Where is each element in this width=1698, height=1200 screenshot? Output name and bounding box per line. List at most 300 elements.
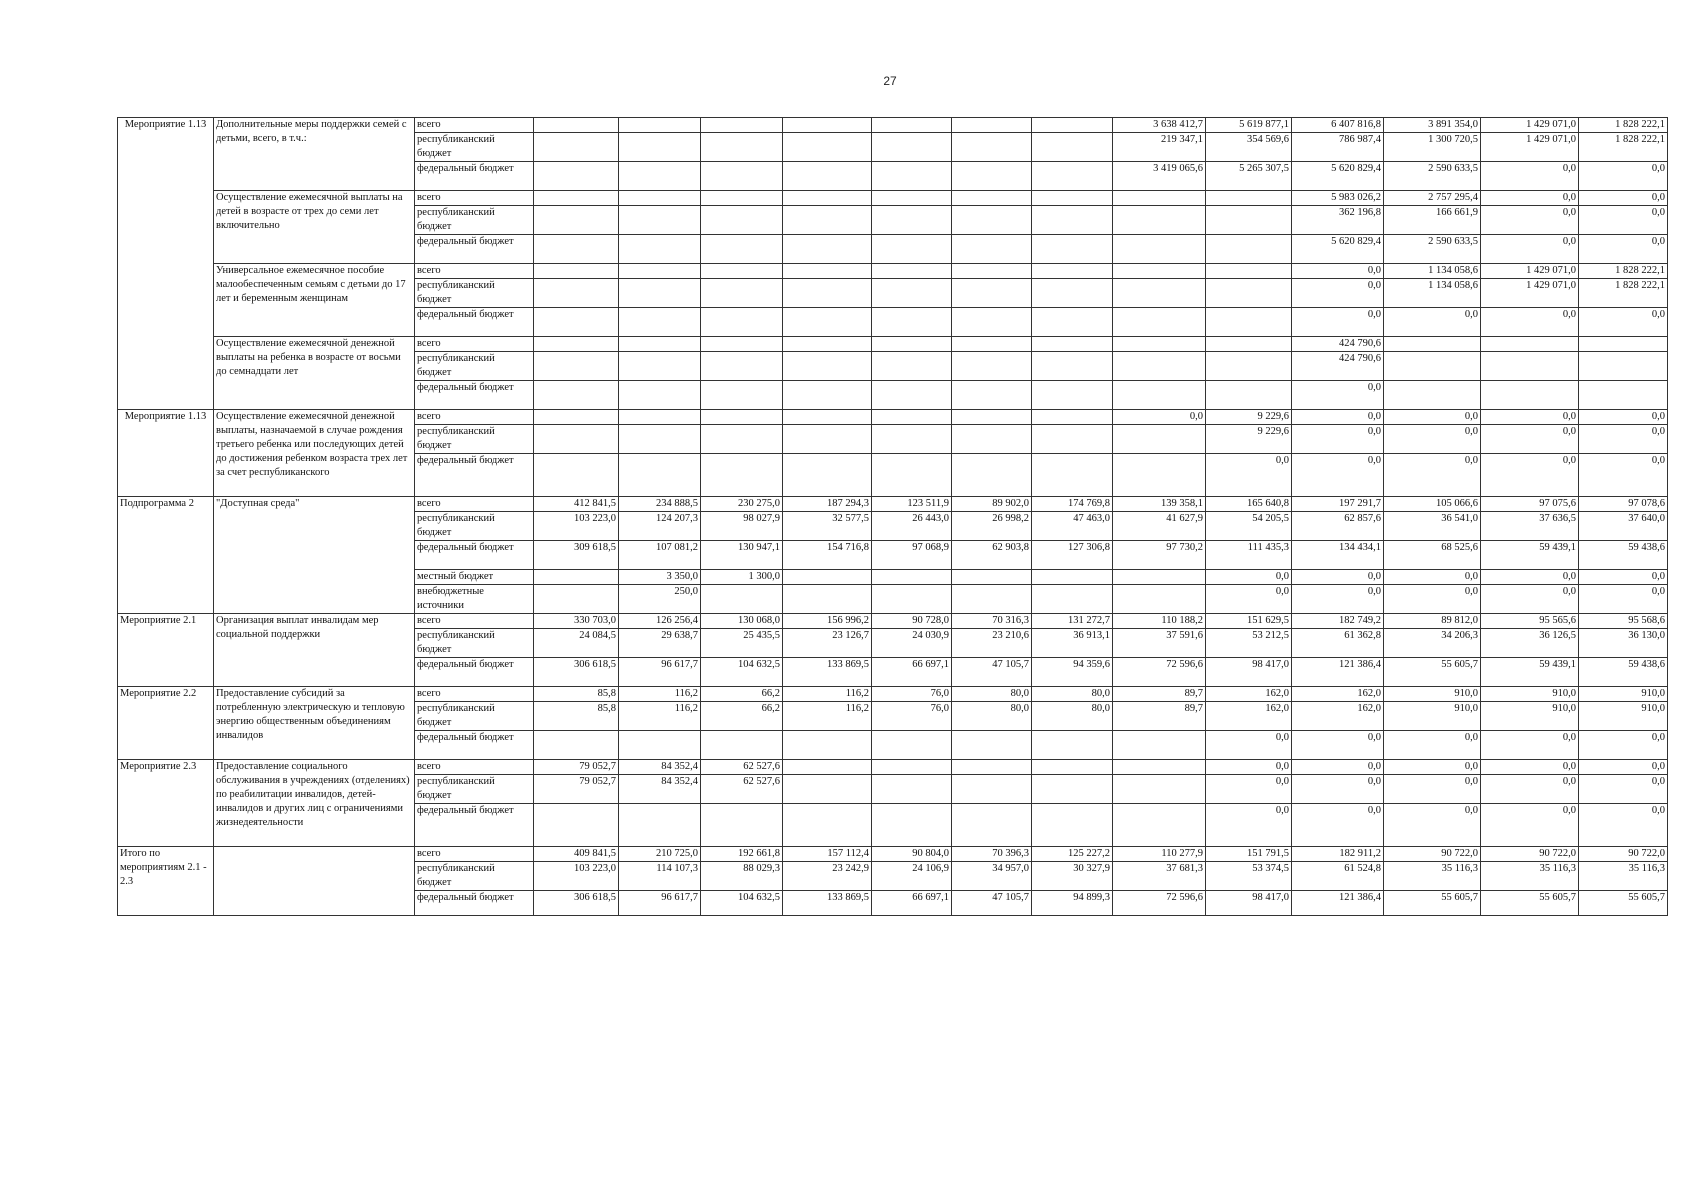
amount-cell: 1 134 058,6 bbox=[1384, 264, 1481, 279]
amount-cell: 70 396,3 bbox=[952, 847, 1032, 862]
amount-cell: 41 627,9 bbox=[1113, 512, 1206, 541]
amount-cell: 0,0 bbox=[1113, 410, 1206, 425]
amount-cell bbox=[783, 279, 872, 308]
amount-cell bbox=[1032, 279, 1113, 308]
amount-cell bbox=[534, 352, 619, 381]
table-row bbox=[118, 614, 1668, 629]
amount-cell: 36 541,0 bbox=[1384, 512, 1481, 541]
funding-source-cell: всего bbox=[415, 337, 534, 352]
amount-cell bbox=[952, 352, 1032, 381]
amount-cell bbox=[619, 381, 701, 410]
amount-cell bbox=[1579, 381, 1668, 410]
funding-source-cell: республиканский бюджет bbox=[415, 206, 534, 235]
amount-cell: 0,0 bbox=[1481, 585, 1579, 614]
amount-cell bbox=[1113, 308, 1206, 337]
amount-cell bbox=[1113, 381, 1206, 410]
amount-cell: 90 728,0 bbox=[872, 614, 952, 629]
amount-cell: 2 590 633,5 bbox=[1384, 162, 1481, 191]
amount-cell bbox=[701, 206, 783, 235]
amount-cell bbox=[1032, 337, 1113, 352]
amount-cell: 72 596,6 bbox=[1113, 658, 1206, 687]
amount-cell bbox=[872, 118, 952, 133]
amount-cell: 5 619 877,1 bbox=[1206, 118, 1292, 133]
amount-cell bbox=[534, 410, 619, 425]
amount-cell: 55 605,7 bbox=[1579, 891, 1668, 916]
amount-cell: 47 105,7 bbox=[952, 891, 1032, 916]
amount-cell bbox=[952, 235, 1032, 264]
funding-source-cell: всего bbox=[415, 614, 534, 629]
amount-cell bbox=[872, 308, 952, 337]
amount-cell: 354 569,6 bbox=[1206, 133, 1292, 162]
amount-cell bbox=[701, 381, 783, 410]
measure-name-cell bbox=[214, 847, 415, 916]
amount-cell bbox=[872, 264, 952, 279]
amount-cell: 0,0 bbox=[1384, 731, 1481, 760]
amount-cell: 88 029,3 bbox=[701, 862, 783, 891]
amount-cell bbox=[1384, 337, 1481, 352]
amount-cell bbox=[783, 731, 872, 760]
amount-cell bbox=[1032, 118, 1113, 133]
amount-cell bbox=[1032, 760, 1113, 775]
amount-cell: 182 749,2 bbox=[1292, 614, 1384, 629]
amount-cell bbox=[783, 804, 872, 847]
table-row bbox=[118, 191, 1668, 206]
amount-cell bbox=[783, 118, 872, 133]
amount-cell: 103 223,0 bbox=[534, 512, 619, 541]
amount-cell bbox=[952, 760, 1032, 775]
amount-cell bbox=[1032, 775, 1113, 804]
amount-cell bbox=[701, 235, 783, 264]
amount-cell: 90 804,0 bbox=[872, 847, 952, 862]
funding-source-cell: федеральный бюджет bbox=[415, 235, 534, 264]
amount-cell: 910,0 bbox=[1579, 687, 1668, 702]
amount-cell: 85,8 bbox=[534, 702, 619, 731]
amount-cell: 0,0 bbox=[1579, 775, 1668, 804]
amount-cell bbox=[872, 731, 952, 760]
amount-cell: 53 212,5 bbox=[1206, 629, 1292, 658]
amount-cell bbox=[1579, 337, 1668, 352]
amount-cell: 9 229,6 bbox=[1206, 425, 1292, 454]
amount-cell: 151 629,5 bbox=[1206, 614, 1292, 629]
amount-cell: 0,0 bbox=[1292, 731, 1384, 760]
amount-cell bbox=[1113, 570, 1206, 585]
amount-cell bbox=[701, 133, 783, 162]
amount-cell bbox=[783, 585, 872, 614]
amount-cell: 0,0 bbox=[1206, 775, 1292, 804]
amount-cell bbox=[619, 162, 701, 191]
amount-cell: 29 638,7 bbox=[619, 629, 701, 658]
amount-cell bbox=[619, 235, 701, 264]
amount-cell: 55 605,7 bbox=[1481, 891, 1579, 916]
program-code-cell: Подпрограмма 2 bbox=[118, 497, 214, 614]
amount-cell bbox=[1206, 191, 1292, 206]
page-number: 27 bbox=[883, 74, 897, 88]
amount-cell: 910,0 bbox=[1579, 702, 1668, 731]
amount-cell bbox=[701, 279, 783, 308]
amount-cell bbox=[534, 425, 619, 454]
amount-cell: 62 903,8 bbox=[952, 541, 1032, 570]
amount-cell: 35 116,3 bbox=[1384, 862, 1481, 891]
amount-cell: 162,0 bbox=[1292, 702, 1384, 731]
funding-source-cell: всего bbox=[415, 687, 534, 702]
amount-cell: 80,0 bbox=[1032, 702, 1113, 731]
amount-cell bbox=[534, 206, 619, 235]
funding-source-cell: всего bbox=[415, 760, 534, 775]
amount-cell: 116,2 bbox=[619, 687, 701, 702]
funding-source-cell: федеральный бюджет bbox=[415, 541, 534, 570]
amount-cell: 35 116,3 bbox=[1481, 862, 1579, 891]
amount-cell bbox=[1032, 162, 1113, 191]
amount-cell: 0,0 bbox=[1579, 570, 1668, 585]
amount-cell: 131 272,7 bbox=[1032, 614, 1113, 629]
amount-cell bbox=[701, 410, 783, 425]
funding-source-cell: местный бюджет bbox=[415, 570, 534, 585]
amount-cell bbox=[619, 206, 701, 235]
amount-cell: 1 300,0 bbox=[701, 570, 783, 585]
amount-cell bbox=[534, 585, 619, 614]
amount-cell: 1 828 222,1 bbox=[1579, 279, 1668, 308]
amount-cell: 162,0 bbox=[1292, 687, 1384, 702]
amount-cell: 96 617,7 bbox=[619, 891, 701, 916]
amount-cell bbox=[952, 381, 1032, 410]
amount-cell: 0,0 bbox=[1292, 570, 1384, 585]
amount-cell: 9 229,6 bbox=[1206, 410, 1292, 425]
amount-cell bbox=[619, 264, 701, 279]
amount-cell: 0,0 bbox=[1384, 410, 1481, 425]
amount-cell: 0,0 bbox=[1384, 570, 1481, 585]
funding-source-cell: республиканский бюджет bbox=[415, 862, 534, 891]
amount-cell: 0,0 bbox=[1292, 381, 1384, 410]
amount-cell: 0,0 bbox=[1292, 410, 1384, 425]
amount-cell bbox=[952, 206, 1032, 235]
amount-cell: 89 902,0 bbox=[952, 497, 1032, 512]
amount-cell bbox=[701, 118, 783, 133]
funding-source-cell: федеральный бюджет bbox=[415, 308, 534, 337]
amount-cell bbox=[619, 410, 701, 425]
amount-cell: 0,0 bbox=[1292, 425, 1384, 454]
amount-cell bbox=[619, 279, 701, 308]
amount-cell bbox=[783, 264, 872, 279]
amount-cell: 62 857,6 bbox=[1292, 512, 1384, 541]
amount-cell: 234 888,5 bbox=[619, 497, 701, 512]
amount-cell bbox=[701, 191, 783, 206]
amount-cell: 0,0 bbox=[1384, 454, 1481, 497]
amount-cell: 85,8 bbox=[534, 687, 619, 702]
amount-cell: 3 350,0 bbox=[619, 570, 701, 585]
amount-cell bbox=[701, 162, 783, 191]
amount-cell: 0,0 bbox=[1206, 804, 1292, 847]
amount-cell bbox=[952, 264, 1032, 279]
amount-cell: 134 434,1 bbox=[1292, 541, 1384, 570]
amount-cell: 111 435,3 bbox=[1206, 541, 1292, 570]
amount-cell: 23 242,9 bbox=[783, 862, 872, 891]
funding-source-cell: федеральный бюджет bbox=[415, 162, 534, 191]
amount-cell bbox=[872, 410, 952, 425]
amount-cell: 0,0 bbox=[1292, 308, 1384, 337]
amount-cell bbox=[1113, 585, 1206, 614]
amount-cell: 25 435,5 bbox=[701, 629, 783, 658]
amount-cell: 0,0 bbox=[1206, 731, 1292, 760]
amount-cell: 97 075,6 bbox=[1481, 497, 1579, 512]
amount-cell: 0,0 bbox=[1579, 235, 1668, 264]
amount-cell bbox=[619, 731, 701, 760]
amount-cell: 68 525,6 bbox=[1384, 541, 1481, 570]
amount-cell bbox=[783, 133, 872, 162]
amount-cell: 0,0 bbox=[1206, 760, 1292, 775]
amount-cell: 182 911,2 bbox=[1292, 847, 1384, 862]
funding-source-cell: республиканский бюджет bbox=[415, 279, 534, 308]
amount-cell: 76,0 bbox=[872, 687, 952, 702]
amount-cell bbox=[783, 206, 872, 235]
amount-cell: 121 386,4 bbox=[1292, 658, 1384, 687]
amount-cell: 910,0 bbox=[1384, 702, 1481, 731]
amount-cell: 36 130,0 bbox=[1579, 629, 1668, 658]
amount-cell: 90 722,0 bbox=[1579, 847, 1668, 862]
amount-cell: 23 210,6 bbox=[952, 629, 1032, 658]
amount-cell bbox=[952, 804, 1032, 847]
amount-cell: 151 791,5 bbox=[1206, 847, 1292, 862]
amount-cell bbox=[952, 337, 1032, 352]
amount-cell bbox=[872, 381, 952, 410]
funding-source-cell: республиканский бюджет bbox=[415, 702, 534, 731]
amount-cell: 0,0 bbox=[1481, 235, 1579, 264]
amount-cell: 0,0 bbox=[1384, 804, 1481, 847]
amount-cell bbox=[872, 162, 952, 191]
amount-cell bbox=[783, 760, 872, 775]
amount-cell: 80,0 bbox=[1032, 687, 1113, 702]
table-row bbox=[118, 760, 1668, 775]
amount-cell bbox=[872, 775, 952, 804]
amount-cell bbox=[1113, 337, 1206, 352]
amount-cell: 107 081,2 bbox=[619, 541, 701, 570]
amount-cell: 94 359,6 bbox=[1032, 658, 1113, 687]
measure-name-cell: Универсальное ежемесячное пособие малообеспеченным семьям с детьми до 17 лет и беременным женщинам bbox=[214, 264, 415, 337]
amount-cell bbox=[619, 308, 701, 337]
amount-cell: 66,2 bbox=[701, 702, 783, 731]
amount-cell bbox=[1384, 381, 1481, 410]
amount-cell bbox=[783, 352, 872, 381]
amount-cell bbox=[872, 585, 952, 614]
amount-cell: 26 998,2 bbox=[952, 512, 1032, 541]
amount-cell bbox=[872, 279, 952, 308]
amount-cell: 3 638 412,7 bbox=[1113, 118, 1206, 133]
amount-cell bbox=[783, 410, 872, 425]
amount-cell bbox=[701, 337, 783, 352]
amount-cell bbox=[701, 352, 783, 381]
amount-cell: 1 429 071,0 bbox=[1481, 279, 1579, 308]
amount-cell bbox=[952, 162, 1032, 191]
amount-cell: 165 640,8 bbox=[1206, 497, 1292, 512]
amount-cell: 0,0 bbox=[1579, 410, 1668, 425]
amount-cell: 89,7 bbox=[1113, 702, 1206, 731]
amount-cell bbox=[534, 279, 619, 308]
amount-cell: 125 227,2 bbox=[1032, 847, 1113, 862]
amount-cell: 0,0 bbox=[1579, 162, 1668, 191]
amount-cell: 130 068,0 bbox=[701, 614, 783, 629]
amount-cell bbox=[1206, 352, 1292, 381]
amount-cell: 89,7 bbox=[1113, 687, 1206, 702]
amount-cell bbox=[1032, 235, 1113, 264]
funding-source-cell: федеральный бюджет bbox=[415, 381, 534, 410]
amount-cell: 97 068,9 bbox=[872, 541, 952, 570]
funding-source-cell: федеральный бюджет bbox=[415, 804, 534, 847]
amount-cell bbox=[1113, 191, 1206, 206]
amount-cell: 79 052,7 bbox=[534, 775, 619, 804]
amount-cell bbox=[872, 454, 952, 497]
amount-cell: 0,0 bbox=[1292, 760, 1384, 775]
amount-cell bbox=[872, 191, 952, 206]
amount-cell bbox=[619, 337, 701, 352]
amount-cell: 124 207,3 bbox=[619, 512, 701, 541]
amount-cell bbox=[1113, 454, 1206, 497]
amount-cell: 84 352,4 bbox=[619, 760, 701, 775]
amount-cell bbox=[1206, 264, 1292, 279]
funding-source-cell: республиканский бюджет bbox=[415, 512, 534, 541]
amount-cell: 6 407 816,8 bbox=[1292, 118, 1384, 133]
amount-cell: 424 790,6 bbox=[1292, 337, 1384, 352]
amount-cell: 230 275,0 bbox=[701, 497, 783, 512]
amount-cell: 26 443,0 bbox=[872, 512, 952, 541]
amount-cell bbox=[952, 118, 1032, 133]
table-row bbox=[118, 264, 1668, 279]
amount-cell: 910,0 bbox=[1384, 687, 1481, 702]
program-code-cell: Мероприятие 2.3 bbox=[118, 760, 214, 847]
funding-source-cell: внебюджетные источники bbox=[415, 585, 534, 614]
measure-name-cell: Осуществление ежемесячной денежной выплаты на ребенка в возрасте от восьми до семнадцати лет bbox=[214, 337, 415, 410]
amount-cell: 23 126,7 bbox=[783, 629, 872, 658]
amount-cell: 0,0 bbox=[1579, 454, 1668, 497]
amount-cell: 116,2 bbox=[783, 687, 872, 702]
program-code-cell: Мероприятие 1.13 bbox=[118, 118, 214, 410]
amount-cell: 0,0 bbox=[1206, 585, 1292, 614]
amount-cell: 62 527,6 bbox=[701, 775, 783, 804]
program-code-cell: Итого по мероприятиям 2.1 - 2.3 bbox=[118, 847, 214, 916]
amount-cell: 330 703,0 bbox=[534, 614, 619, 629]
amount-cell bbox=[701, 308, 783, 337]
amount-cell bbox=[1032, 425, 1113, 454]
funding-source-cell: республиканский бюджет bbox=[415, 133, 534, 162]
amount-cell: 97 078,6 bbox=[1579, 497, 1668, 512]
amount-cell bbox=[1032, 570, 1113, 585]
amount-cell bbox=[534, 264, 619, 279]
amount-cell bbox=[1032, 352, 1113, 381]
amount-cell bbox=[1206, 381, 1292, 410]
amount-cell: 133 869,5 bbox=[783, 658, 872, 687]
amount-cell: 32 577,5 bbox=[783, 512, 872, 541]
amount-cell: 80,0 bbox=[952, 702, 1032, 731]
amount-cell: 1 828 222,1 bbox=[1579, 264, 1668, 279]
amount-cell bbox=[1032, 133, 1113, 162]
amount-cell: 95 568,6 bbox=[1579, 614, 1668, 629]
amount-cell bbox=[534, 133, 619, 162]
amount-cell bbox=[952, 133, 1032, 162]
amount-cell: 98 027,9 bbox=[701, 512, 783, 541]
amount-cell bbox=[1113, 804, 1206, 847]
table-row bbox=[118, 687, 1668, 702]
amount-cell: 219 347,1 bbox=[1113, 133, 1206, 162]
table-row bbox=[118, 497, 1668, 512]
amount-cell: 126 256,4 bbox=[619, 614, 701, 629]
amount-cell: 90 722,0 bbox=[1481, 847, 1579, 862]
amount-cell: 55 605,7 bbox=[1384, 891, 1481, 916]
amount-cell: 1 828 222,1 bbox=[1579, 118, 1668, 133]
amount-cell: 139 358,1 bbox=[1113, 497, 1206, 512]
funding-source-cell: федеральный бюджет bbox=[415, 454, 534, 497]
amount-cell: 0,0 bbox=[1481, 206, 1579, 235]
amount-cell: 37 636,5 bbox=[1481, 512, 1579, 541]
amount-cell bbox=[952, 410, 1032, 425]
amount-cell: 47 463,0 bbox=[1032, 512, 1113, 541]
funding-source-cell: республиканский бюджет bbox=[415, 425, 534, 454]
amount-cell: 0,0 bbox=[1579, 191, 1668, 206]
amount-cell: 116,2 bbox=[783, 702, 872, 731]
amount-cell: 47 105,7 bbox=[952, 658, 1032, 687]
amount-cell bbox=[619, 133, 701, 162]
amount-cell: 1 134 058,6 bbox=[1384, 279, 1481, 308]
amount-cell bbox=[1032, 191, 1113, 206]
funding-source-cell: всего bbox=[415, 847, 534, 862]
amount-cell bbox=[872, 760, 952, 775]
amount-cell bbox=[952, 308, 1032, 337]
amount-cell: 162,0 bbox=[1206, 687, 1292, 702]
amount-cell: 37 640,0 bbox=[1579, 512, 1668, 541]
amount-cell bbox=[1206, 279, 1292, 308]
amount-cell: 123 511,9 bbox=[872, 497, 952, 512]
amount-cell bbox=[783, 454, 872, 497]
amount-cell bbox=[783, 162, 872, 191]
amount-cell: 0,0 bbox=[1292, 454, 1384, 497]
amount-cell: 90 722,0 bbox=[1384, 847, 1481, 862]
amount-cell: 97 730,2 bbox=[1113, 541, 1206, 570]
amount-cell: 910,0 bbox=[1481, 687, 1579, 702]
amount-cell: 162,0 bbox=[1206, 702, 1292, 731]
amount-cell: 105 066,6 bbox=[1384, 497, 1481, 512]
amount-cell bbox=[783, 381, 872, 410]
amount-cell: 34 957,0 bbox=[952, 862, 1032, 891]
table-row bbox=[118, 847, 1668, 862]
amount-cell: 0,0 bbox=[1384, 425, 1481, 454]
amount-cell bbox=[1113, 235, 1206, 264]
amount-cell bbox=[952, 775, 1032, 804]
amount-cell bbox=[952, 570, 1032, 585]
funding-source-cell: республиканский бюджет bbox=[415, 775, 534, 804]
amount-cell: 110 188,2 bbox=[1113, 614, 1206, 629]
amount-cell bbox=[1206, 337, 1292, 352]
amount-cell bbox=[783, 235, 872, 264]
amount-cell: 96 617,7 bbox=[619, 658, 701, 687]
amount-cell: 5 620 829,4 bbox=[1292, 162, 1384, 191]
amount-cell: 104 632,5 bbox=[701, 891, 783, 916]
amount-cell: 59 439,1 bbox=[1481, 541, 1579, 570]
amount-cell bbox=[783, 191, 872, 206]
amount-cell: 0,0 bbox=[1481, 570, 1579, 585]
amount-cell: 94 899,3 bbox=[1032, 891, 1113, 916]
measure-name-cell: Организация выплат инвалидам мер социальной поддержки bbox=[214, 614, 415, 687]
amount-cell: 53 374,5 bbox=[1206, 862, 1292, 891]
amount-cell: 0,0 bbox=[1481, 162, 1579, 191]
amount-cell bbox=[783, 775, 872, 804]
amount-cell bbox=[701, 731, 783, 760]
amount-cell bbox=[1206, 206, 1292, 235]
amount-cell bbox=[1032, 264, 1113, 279]
amount-cell: 786 987,4 bbox=[1292, 133, 1384, 162]
amount-cell: 59 438,6 bbox=[1579, 541, 1668, 570]
table-row bbox=[118, 337, 1668, 352]
amount-cell bbox=[872, 425, 952, 454]
amount-cell: 127 306,8 bbox=[1032, 541, 1113, 570]
amount-cell bbox=[783, 570, 872, 585]
amount-cell bbox=[701, 454, 783, 497]
